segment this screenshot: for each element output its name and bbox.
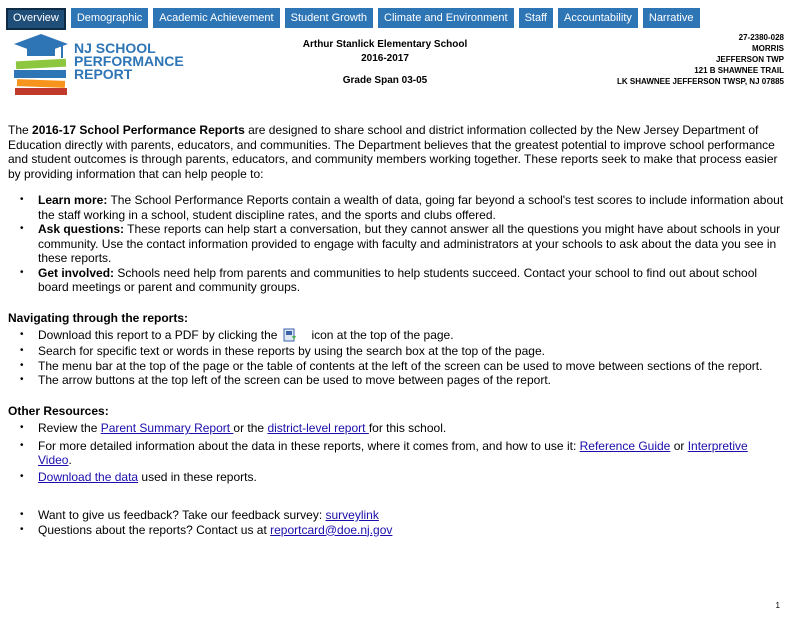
reference-guide-link[interactable]: Reference Guide (579, 438, 671, 453)
school-header (290, 38, 480, 88)
navigating-heading: Navigating through the reports: (8, 310, 188, 325)
pdf-instruction-text: Download this report to a PDF by clicking the (38, 328, 278, 343)
tab-student-growth[interactable]: Student Growth (285, 8, 373, 28)
list-item (38, 359, 784, 374)
feedback-text: Want to give us feedback? Take our feedback survey: (38, 508, 326, 522)
grade-span: Grade Span 03-05 (342, 75, 428, 86)
pdf-download-icon[interactable] (283, 328, 297, 342)
tab-overview[interactable]: Overview (6, 8, 66, 30)
bullet-heading: Ask questions: (38, 222, 125, 236)
feedback-list (8, 508, 784, 537)
school-name: Arthur Stanlick Elementary School (302, 39, 468, 50)
books-graduation-cap-icon (12, 34, 70, 96)
resource-text: or (670, 438, 688, 453)
tab-staff[interactable]: Staff (519, 8, 553, 28)
interpretive-video-link[interactable]: Interpretive Video (38, 438, 748, 467)
tab-climate-environment[interactable]: Climate and Environment (378, 8, 514, 28)
list-item (38, 373, 784, 388)
list-item (38, 222, 784, 266)
resources-heading: Other Resources: (8, 403, 109, 418)
school-year: 2016-2017 (361, 53, 409, 64)
list-item (38, 266, 784, 295)
tab-academic-achievement[interactable]: Academic Achievement (153, 8, 279, 28)
district-level-report-link[interactable]: district-level report (267, 421, 369, 435)
survey-link[interactable]: surveylink (325, 508, 379, 522)
county: MORRIS (752, 44, 784, 53)
parent-summary-report-link[interactable]: Parent Summary Report (100, 421, 234, 435)
pdf-instruction-suffix: icon at the top of the page. (311, 328, 454, 343)
school-address-block (617, 32, 784, 87)
download-data-link[interactable]: Download the data (38, 469, 139, 484)
bullet-heading: Learn more: (38, 193, 108, 207)
section-tab-bar (6, 8, 700, 30)
contact-text: Questions about the reports? Contact us at (38, 522, 271, 537)
list-item (38, 508, 784, 523)
list-item (38, 344, 784, 359)
tab-accountability[interactable]: Accountability (558, 8, 638, 28)
purpose-list (8, 193, 784, 295)
list-item (38, 439, 784, 468)
logo-line-2: PERFORMANCE (74, 53, 184, 69)
list-item (38, 193, 784, 222)
contact-email-link[interactable]: reportcard@doe.nj.gov (270, 522, 393, 537)
district: JEFFERSON TWP (715, 55, 784, 64)
search-instruction: Search for specific text or words in these reports by using the search box at the top of the page. (38, 344, 545, 358)
resource-text: For more detailed information about the data in these reports, where it comes from, and how to use it: (38, 438, 580, 453)
intro-prefix: The (8, 123, 33, 137)
intro-text: are designed to share school and district information collected by the New Jersey Department of Education directly with parents, educators, and communities. The Department believes that the greatest potential to improve school performance and student outcomes is through parents, educators, and community members working together. These reports seek to make that process easier by providing information that can help people to: (8, 123, 778, 181)
logo-line-1: NJ SCHOOL (74, 40, 156, 56)
page-number: 1 (775, 601, 780, 610)
school-code: 27-2380-028 (738, 33, 784, 42)
bullet-text: These reports can help start a conversation, but they cannot answer all the questions you might have about schools in your community. Use the contact information provided to engage with faculty and administrators at your schools to ask about the data you see in these reports. (38, 222, 781, 265)
bullet-heading: Get involved: (38, 265, 115, 280)
intro-paragraph (8, 123, 784, 181)
resource-text: . (68, 453, 72, 467)
intro-bold: 2016-17 School Performance Reports (32, 123, 245, 137)
resource-text: for this school. (368, 421, 447, 435)
list-item (38, 421, 784, 436)
list-item (38, 328, 784, 344)
arrow-instruction: The arrow buttons at the top left of the screen can be used to move between pages of the report. (38, 373, 551, 387)
tab-demographic[interactable]: Demographic (71, 8, 148, 28)
city: LK SHAWNEE JEFFERSON TWSP, NJ 07885 (616, 77, 784, 86)
resource-text: Review the (38, 421, 101, 435)
bullet-text: Schools need help from parents and communities to help students succeed. Contact your school to find out about school board meetings or parent and community groups. (38, 265, 758, 294)
overview-content (8, 123, 784, 537)
navigating-list (8, 328, 784, 388)
resource-text: or the (233, 421, 268, 435)
list-item (38, 470, 784, 485)
bullet-text: The School Performance Reports contain a wealth of data, going far beyond a school's test scores to include information about the staff working in a school, student discipline rates, and the sports and clubs offered. (38, 193, 784, 222)
logo-line-3: REPORT (74, 66, 133, 82)
street: 121 B SHAWNEE TRAIL (694, 66, 784, 75)
logo-text (74, 42, 184, 81)
nj-school-performance-logo (12, 32, 184, 98)
resources-list (8, 421, 784, 484)
list-item (38, 523, 784, 538)
tab-narrative[interactable]: Narrative (643, 8, 700, 28)
menu-instruction: The menu bar at the top of the page or the table of contents at the left of the screen can be used to move between sections of the report. (38, 358, 763, 373)
resource-text: used in these reports. (138, 469, 257, 484)
